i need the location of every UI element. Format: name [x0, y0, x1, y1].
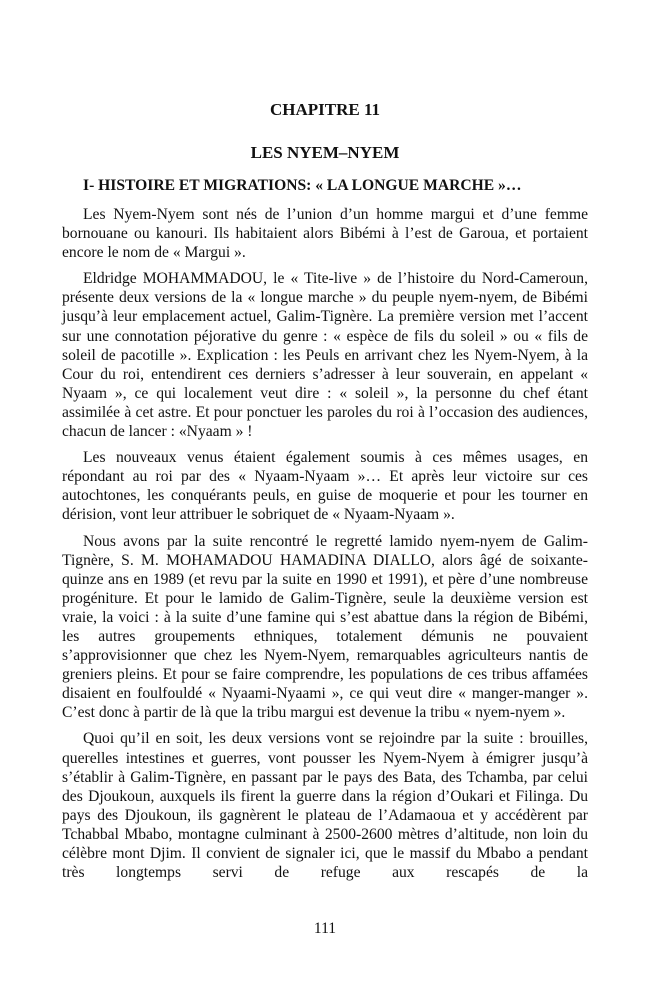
body-text	[62, 205, 588, 889]
paragraph: Les Nyem-Nyem sont nés de l’union d’un homme margui et d’une femme bornouane ou kanouri. Ils habitaient alors Bibémi à l’est de Garoua, et portaient encore le nom de « Margui ».	[62, 206, 588, 262]
paragraph: Les nouveaux venus étaient également soumis à ces mêmes usages, en répondant au roi par des « Nyaam-Nyaam »… Et après leur victoire sur ces autochtones, les conquérants peuls, en guise de moquerie et pour les tourner en dérision, vont leur attribuer le sobriquet de « Nyaam-Nyaam ».	[62, 449, 588, 524]
chapter-title: LES NYEM–NYEM	[250, 143, 400, 162]
page-number: 111	[313, 920, 337, 937]
paragraph: Quoi qu’il en soit, les deux versions vont se rejoindre par la suite : brouilles, querelles intestines et guerres, vont pousser les Nyem-Nyem à émigrer jusqu’à s’établir à Galim-Tignère, en passant par le pays des Bata, des Tchamba, par celui des Djoukoun, auxquels ils firent la guerre dans la région d’Oukari et Filinga. Du pays des Djoukoun, ils gagnèrent le plateau de l’Adamaoua et y accédèrent par Tchabbal Mbabo, montagne culminant à 2500-2600 mètres d’altitude, non loin du célèbre mont Djim. Il convient de signaler ici, que le massif du Mbabo a pendant très longtemps servi de refuge aux rescapés de la	[62, 730, 588, 882]
paragraph: Nous avons par la suite rencontré le regretté lamido nyem-nyem de Galim-Tignère, S. M. MOHAMADOU HAMADINA DIALLO, alors âgé de soixante-quinze ans en 1989 (et revu par la suite en 1990 et 1991), et père d’une nombreuse progéniture. Et pour le lamido de Galim-Tignère, seule la deuxième version est vraie, la voici : à la suite d’une famine qui s’est abattue dans la région de Bibémi, les autres groupements ethniques, totalement démunis ne pouvaient s’approvisionner que chez les Nyem-Nyem, remarquables agriculteurs nantis de greniers pleins. Et pour se faire comprendre, les populations de ces tribus affamées disaient en foulfouldé « Nyaami-Nyaami », ce qui veut dire « manger-manger ». C’est donc à partir de là que la tribu margui est devenue la tribu « nyem-nyem ».	[62, 532, 588, 722]
chapter-number: CHAPITRE 11	[269, 100, 381, 119]
paragraph: Eldridge MOHAMMADOU, le « Tite-live » de l’histoire du Nord-Cameroun, présente deux versions de la « longue marche » du peuple nyem-nyem, de Bibémi jusqu’à leur emplacement actuel, Galim-Tignère. La première version met l’accent sur une connotation péjorative du genre : « espèce de fils du soleil » ou « fils de soleil de pacotille ». Explication : les Peuls en arrivant chez les Nyem-Nyem, à la Cour du roi, entendirent ces derniers s’adresser à leur souverain, en appelant « Nyaam », ce qui localement veut dire : « soleil », la personne du chef étant assimilée à cet astre. Et pour ponctuer les paroles du roi à l’occasion des audiences, chacun de lancer : «Nyaam » !	[62, 270, 588, 441]
section-heading: I- HISTOIRE ET MIGRATIONS: « LA LONGUE MARCHE »…	[83, 177, 522, 194]
